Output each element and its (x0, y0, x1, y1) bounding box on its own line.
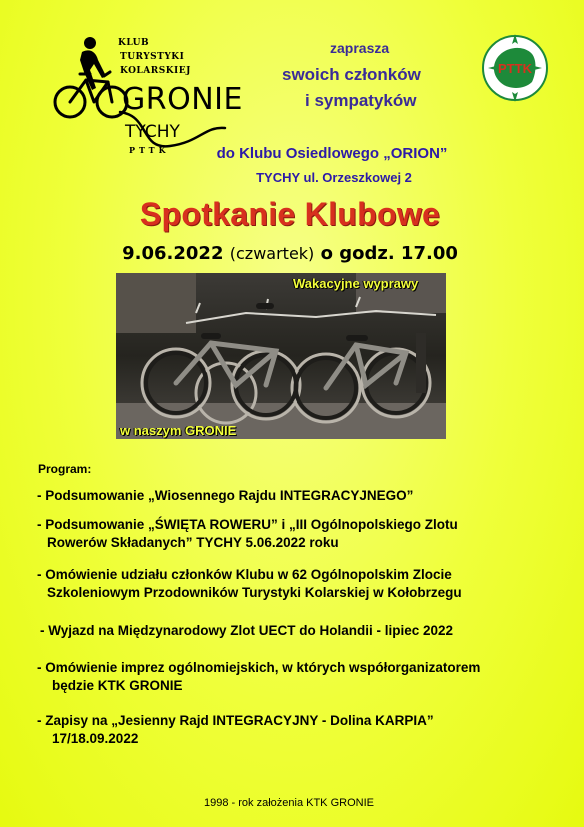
logo-text-turystyki: TURYSTYKI (120, 52, 185, 62)
badge-text: PTTK (498, 61, 532, 76)
logo-org: PTTK (129, 145, 170, 155)
program-item-3-cont: Szkoleniowym Przodowników Turystyki Kolarskiej w Kołobrzegu (47, 585, 462, 600)
program-item-3: - Omówienie udziału członków Klubu w 62 Ogólnopolskim Zlocie (37, 567, 452, 582)
logo-club-name: GRONIE (122, 82, 243, 117)
invite-line-2: i sympatyków (305, 91, 417, 110)
program-item-5-cont: będzie KTK GRONIE (52, 678, 183, 693)
photo-caption-top: Wakacyjne wyprawy (293, 276, 419, 291)
invite-line-1: swoich członków (282, 65, 421, 84)
program-item-6-cont: 17/18.09.2022 (52, 731, 139, 746)
venue-name: do Klubu Osiedlowego „ORION” (216, 145, 448, 162)
logo-text-kolarskiej: KOLARSKIEJ (120, 66, 191, 76)
invite-verb: zaprasza (330, 40, 390, 56)
program-heading: Program: (38, 462, 92, 476)
meeting-date: 9.06.2022 (122, 243, 224, 264)
meeting-time: o godz. 17.00 (320, 243, 458, 264)
program-item-1: - Podsumowanie „Wiosennego Rajdu INTEGRACYJNEGO” (37, 488, 414, 503)
pttk-badge-icon (480, 30, 550, 106)
meeting-weekday: (czwartek) (229, 244, 315, 263)
venue-address: TYCHY ul. Orzeszkowej 2 (256, 170, 412, 185)
program-item-2: - Podsumowanie „ŚWIĘTA ROWERU” i „III Ogólnopolskiego Zlotu (37, 517, 458, 532)
logo-text-club: KLUB (118, 38, 150, 48)
bicycles-photo (116, 273, 446, 439)
program-item-6: - Zapisy na „Jesienny Rajd INTEGRACYJNY - Dolina KARPIA” (37, 713, 434, 728)
footer-note: 1998 - rok założenia KTK GRONIE (204, 797, 374, 809)
program-item-5: - Omówienie imprez ogólnomiejskich, w których współorganizatorem (37, 660, 481, 675)
program-item-2-cont: Rowerów Składanych” TYCHY 5.06.2022 roku (47, 535, 339, 550)
meeting-title: Spotkanie Klubowe (139, 196, 441, 232)
meeting-date-line (0, 243, 584, 264)
logo-city: TYCHY (125, 122, 180, 142)
program-item-4: - Wyjazd na Międzynarodowy Zlot UECT do Holandii - lipiec 2022 (40, 623, 454, 638)
photo-caption-bottom: w naszym GRONIE (120, 423, 237, 438)
